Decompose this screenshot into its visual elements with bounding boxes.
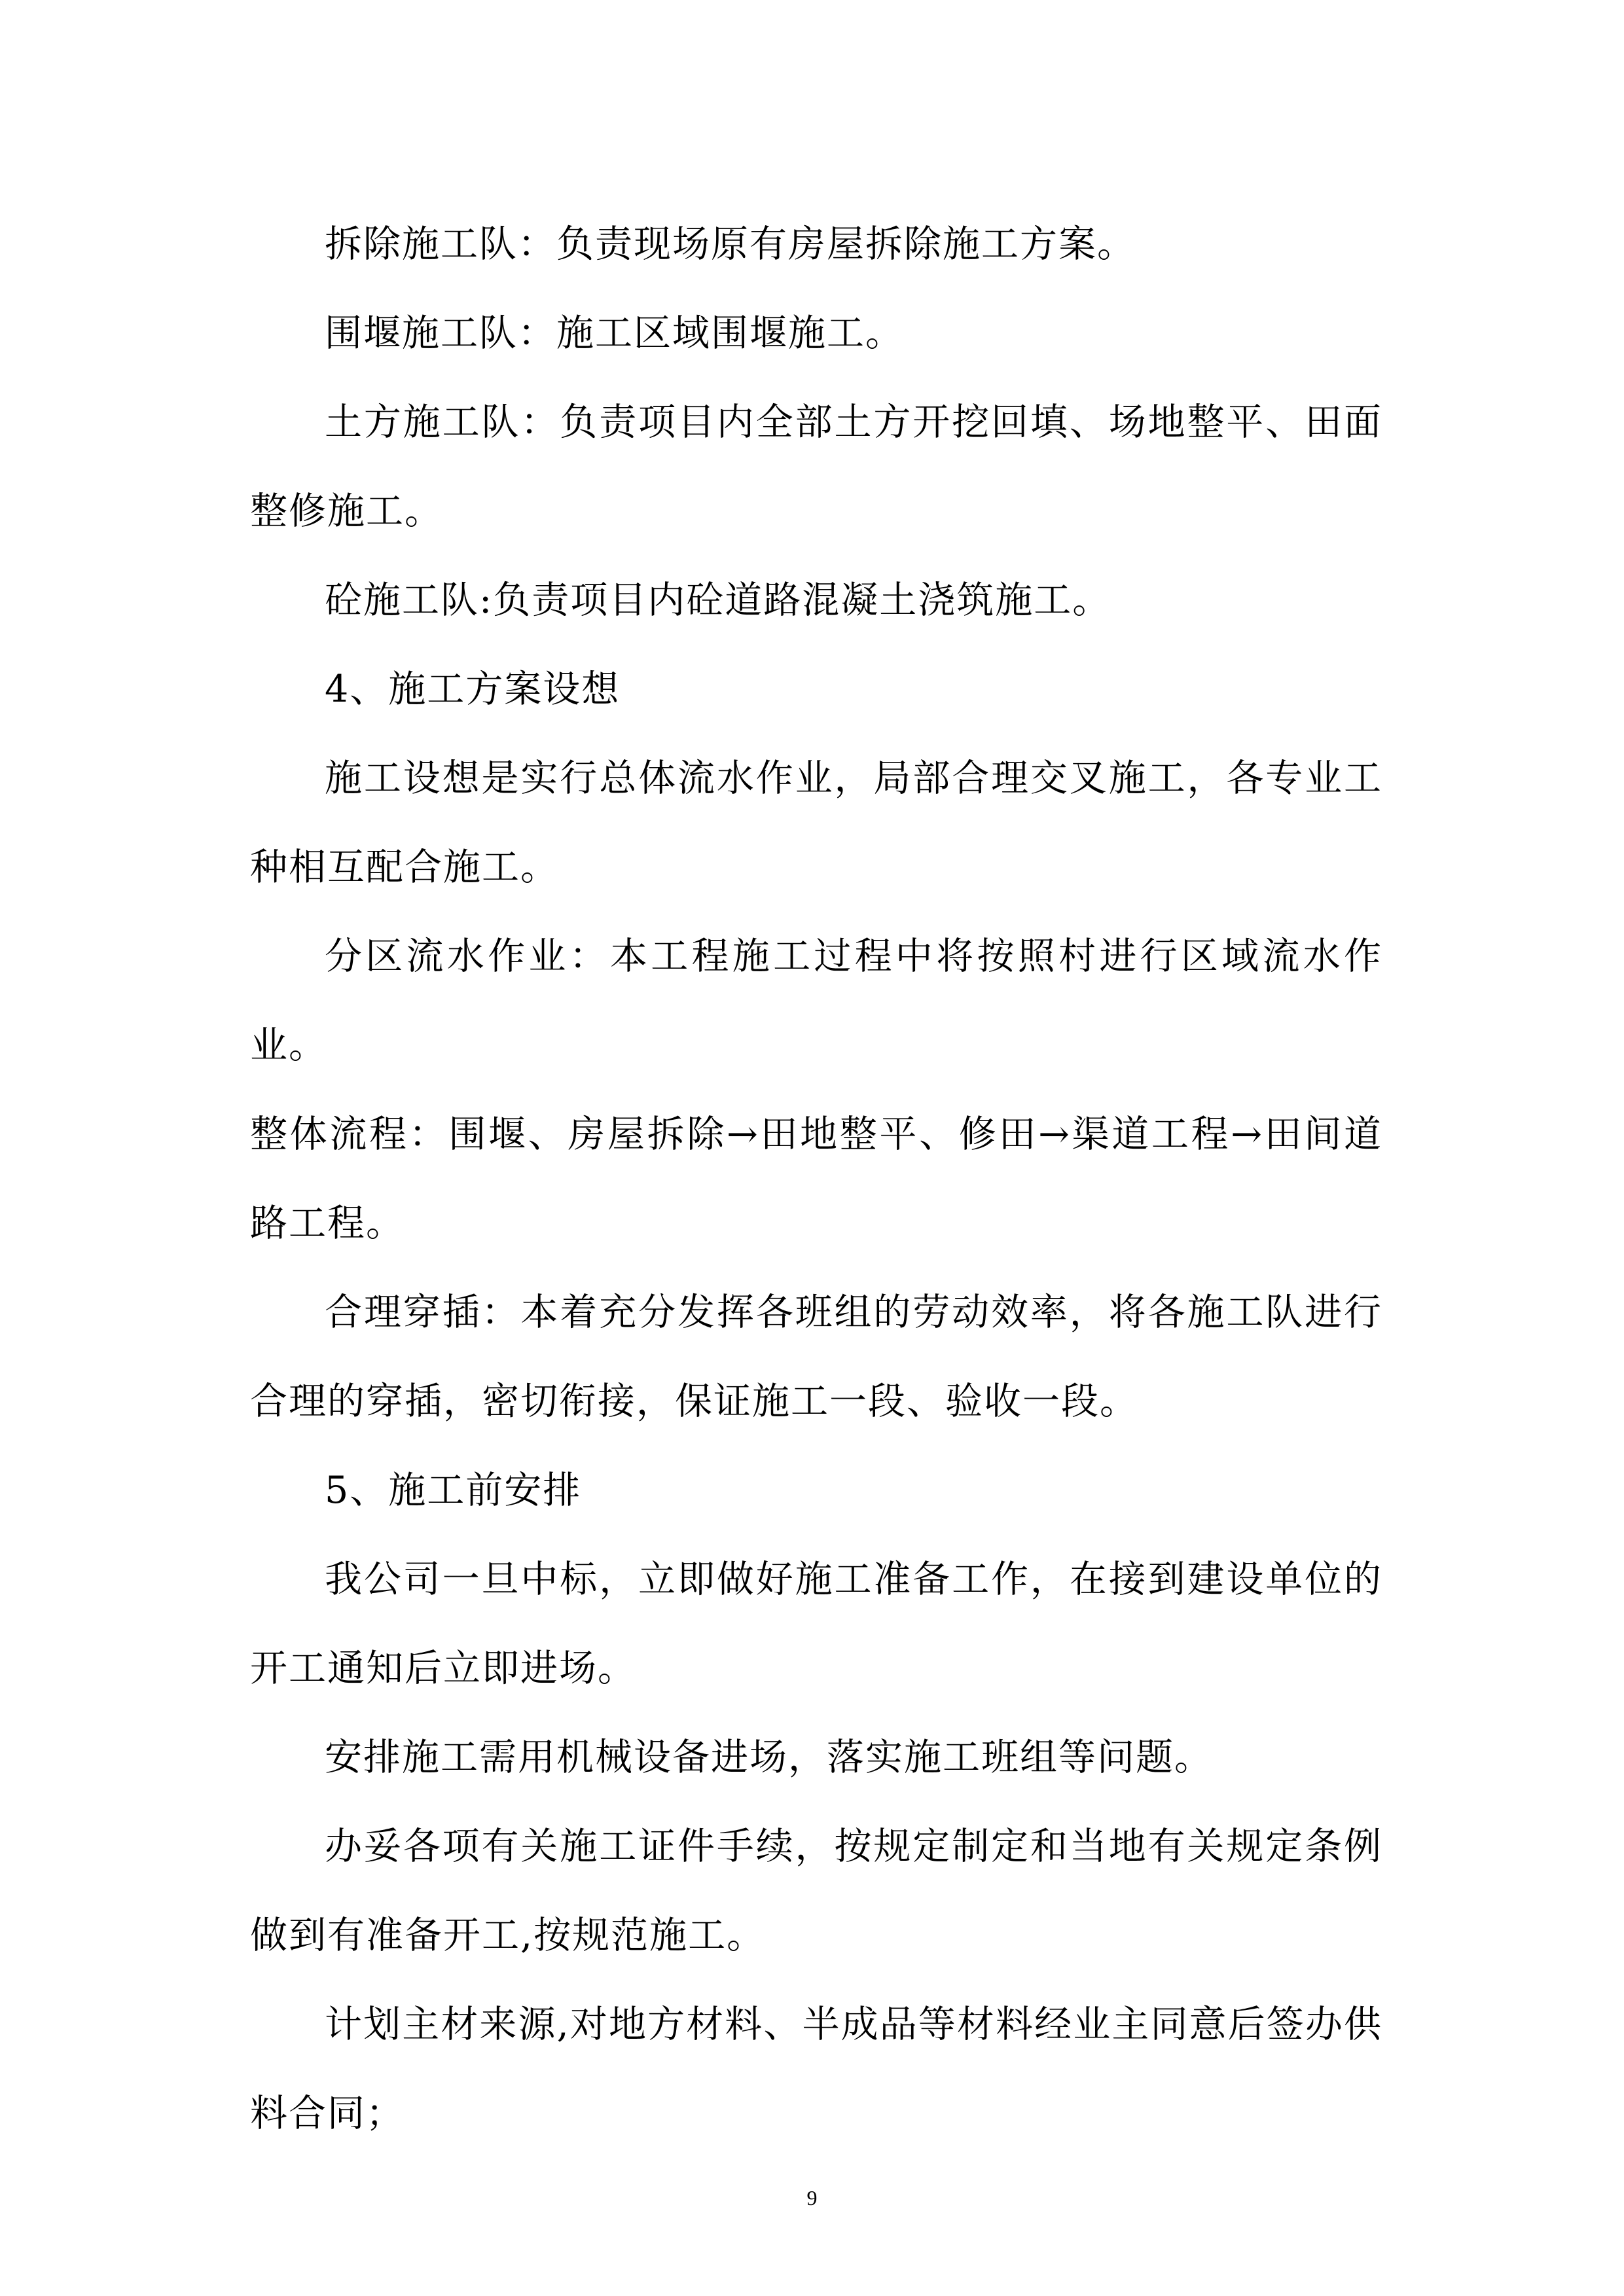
paragraph-construction-concept: 施工设想是实行总体流水作业，局部合理交叉施工，各专业工种相互配合施工。 <box>250 757 1382 889</box>
paragraph-material-sourcing: 计划主材来源,对地方材料、半成品等材料经业主同意后签办供料合同； <box>250 2003 1382 2135</box>
paragraph-concrete-team: 砼施工队:负责项目内砼道路混凝土浇筑施工。 <box>325 579 1111 622</box>
paragraph-earthwork-team: 土方施工队：负责项目内全部土方开挖回填、场地整平、田面整修施工。 <box>250 401 1382 533</box>
paragraph-permits-procedures: 办妥各项有关施工证件手续，按规定制定和当地有关规定条例做到有准备开工,按规范施工。 <box>250 1825 1382 1957</box>
document-body <box>250 200 1382 2158</box>
paragraph-cofferdam-team: 围堰施工队：施工区域围堰施工。 <box>325 312 904 355</box>
paragraph-demolition-team: 拆除施工队：负责现场原有房屋拆除施工方案。 <box>325 223 1136 266</box>
paragraph-overall-process: 整体流程：围堰、房屋拆除→田地整平、修田→渠道工程→田间道路工程。 <box>250 1113 1382 1245</box>
paragraph-upon-winning-bid: 我公司一旦中标，立即做好施工准备工作，在接到建设单位的开工通知后立即进场。 <box>250 1558 1382 1690</box>
section-heading-construction-plan: 4、施工方案设想 <box>325 668 621 711</box>
paragraph-machinery-arrangement: 安排施工需用机械设备进场，落实施工班组等问题。 <box>325 1736 1213 1779</box>
page-number: 9 <box>806 2186 818 2210</box>
section-heading-pre-construction: 5、施工前安排 <box>325 1469 582 1512</box>
paragraph-reasonable-interleaving: 合理穿插：本着充分发挥各班组的劳动效率，将各施工队进行合理的穿插，密切衔接，保证施工一段、验收一段。 <box>250 1291 1382 1423</box>
paragraph-zoned-flow-work: 分区流水作业：本工程施工过程中将按照村进行区域流水作业。 <box>250 935 1382 1067</box>
